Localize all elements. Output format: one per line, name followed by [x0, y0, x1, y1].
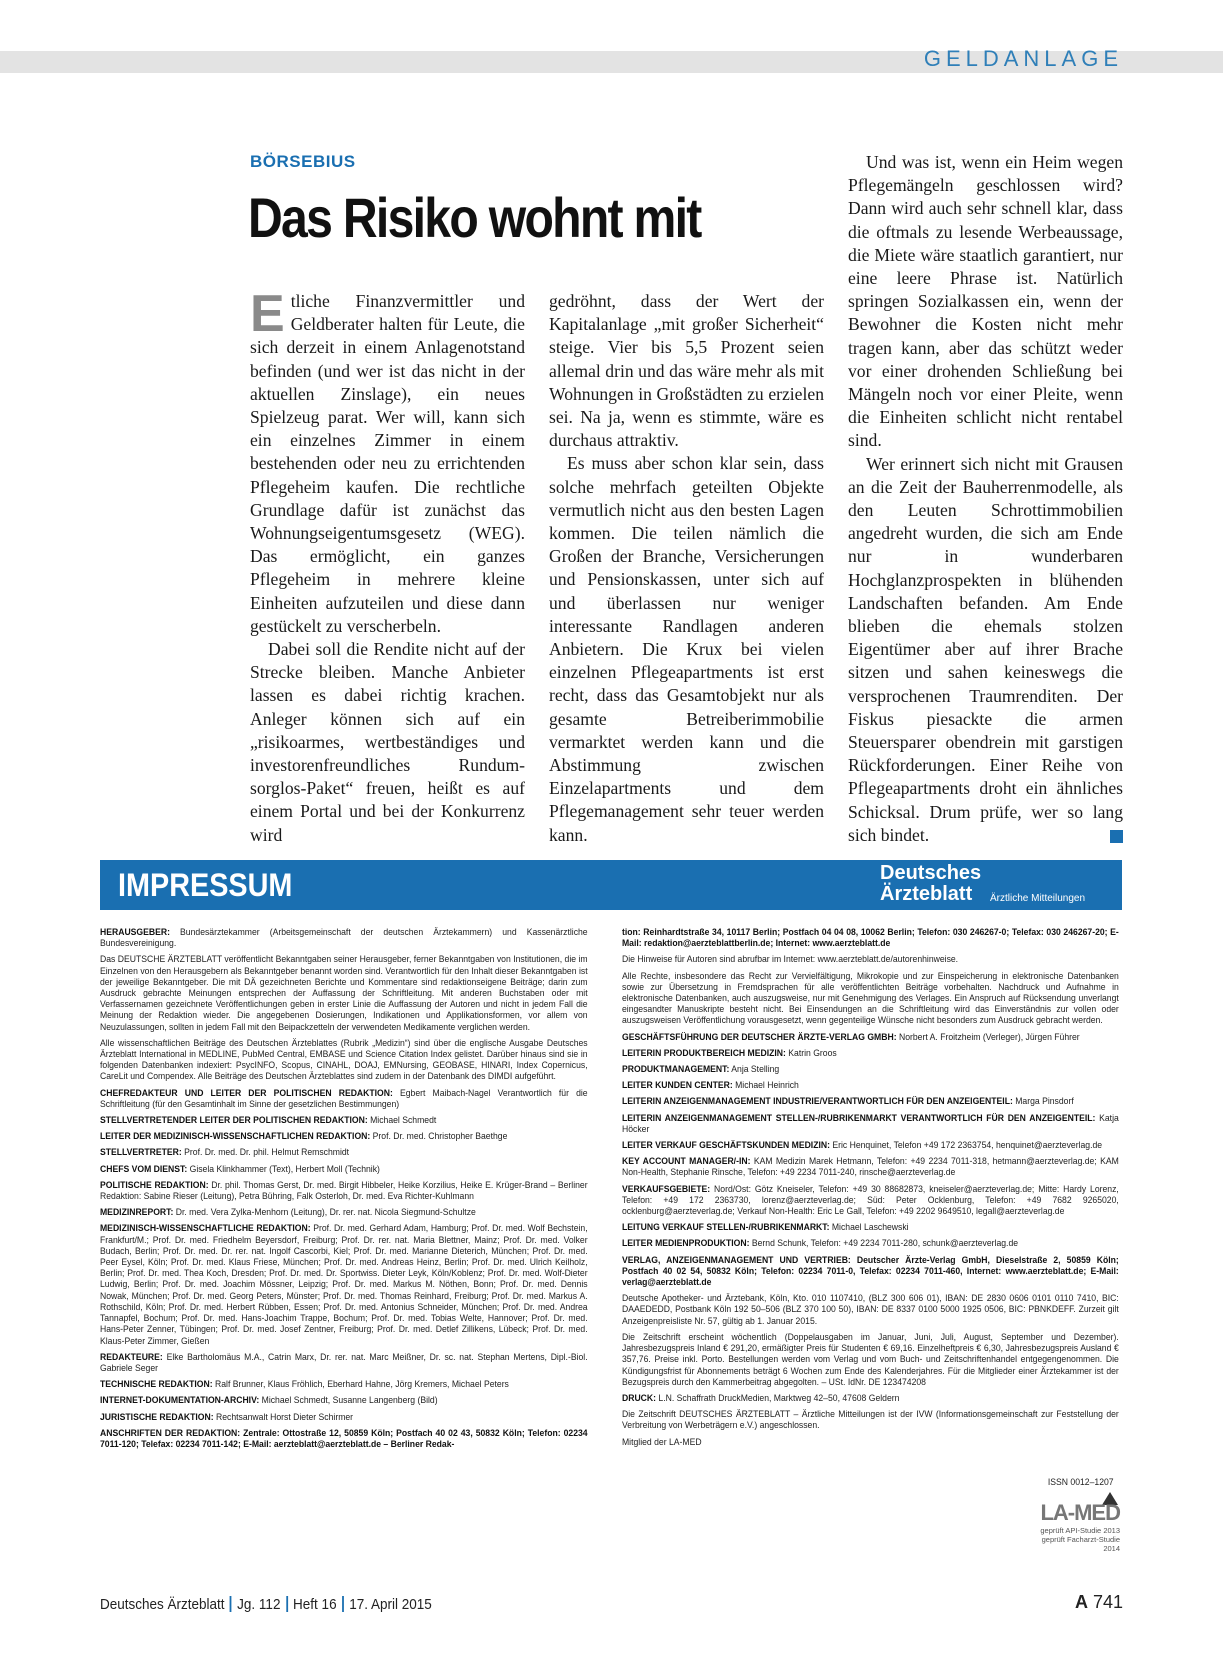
paragraph [848, 453, 1123, 847]
impressum-entry-text: Norbert A. Froitzheim (Verleger), Jürgen Führer [898, 1030, 1080, 1042]
impressum-entry [622, 953, 1119, 964]
article-column-1 [250, 285, 525, 847]
impressum-entry-label: INTERNET-DOKUMENTATION-ARCHIV: [100, 1394, 260, 1406]
lamed-logo [1030, 1500, 1120, 1553]
impressum-entry-text: Michael Schmedt, Susanne Langenberg (Bild) [261, 1394, 438, 1406]
page-prefix: A [1074, 1592, 1088, 1612]
impressum-entry-text: KAM Medizin Marek Hetmann, Telefon: +49 2234 7011-318, hetmann@aerzteverlag.de; KAM Non-Health, Stephanie Rinsche, Telefon: +49 2234 7011-240, rinsche@aerzteverlag.de [622, 1155, 1119, 1178]
impressum-entry-text: Katja Höcker [622, 1111, 1119, 1134]
impressum-entry-text: Rechtsanwalt Horst Dieter Schirmer [215, 1410, 354, 1422]
impressum-entry [622, 1331, 1119, 1387]
impressum-entry-text: Mitglied der LA-MED [622, 1435, 702, 1447]
impressum-entry-label: VERKAUFSGEBIETE: [622, 1182, 711, 1194]
impressum-entry [622, 1292, 1119, 1326]
impressum-entry-text: Die Zeitschrift erscheint wöchentlich (Doppelausgaben im Januar, Juni, Juli, August, September und Dezember). Jahresbezugspreis Inland € 291,20, ermäßigter Preis für Studenten € 69,16. Einzelheftpreis € 6,30, Jahresbezugspreis Ausland € 357,76. Preise inkl. Porto. Bestellungen werden vom Verlag und vom Buch- und Zeitschriftenhandel entgegengenommen. Die Kündigungsfrist für Abonnements beträgt 6 Wochen zum Ende des Kalenderjahres. Für die Mitglieder einer Ärztekammer ist der Bezugspreis durch den Kammerbeitrag abgegolten. – USt. IdNr. DE 123474208 [622, 1330, 1119, 1387]
impressum-entry [100, 1087, 588, 1109]
impressum-entry-text: Die Hinweise für Autoren sind abrufbar im Internet: www.aerzteblatt.de/autorenhinweise. [622, 953, 959, 965]
impressum-entry-text: Egbert Maibach-Nagel Verantwortlich für die Schriftleitung (für den Gesamtinhalt im Sinne der gesetzlichen Bestimmungen) [100, 1086, 588, 1109]
issn: ISSN 0012–1207 [1047, 1476, 1114, 1487]
impressum-entry [622, 1392, 1119, 1403]
impressum-entry-label: STELLVERTRETER: [100, 1146, 182, 1158]
impressum-entry-label: ANSCHRIFTEN DER REDAKTION: Zentrale: Ottostraße 12, 50859 Köln; Postfach 40 02 43, 50832 Köln; Telefon: 02234 7011-120; Telefax: 02234 7011-142; E-Mail: aerzteblatt@aerzteblatt.de – Berliner Redak- [100, 1426, 588, 1449]
impressum-entry [622, 1112, 1119, 1134]
journal-logo [880, 862, 1086, 905]
paragraph-text: Wer erinnert sich nicht mit Grausen an die Zeit der Bauherrenmodelle, als den Leuten Schrottimmobilien angedreht wurden, die sich am Ende nur in wunderbaren Hochglanzprospekten in blühenden Landschaften befanden. Am Ende blieben die ehemals stolzen Eigentümer aber auf ihrer Brache sitzen und sahen keineswegs die versprochenen Traumrenditen. Der Fiskus piesackte die armen Steuersparer obendrein mit garstigen Rückforderungen. Einer Reihe von Pflegeapartments droht ein ähnliches Schicksal. Drum prüfe, wer so lang sich bindet. [848, 453, 1123, 845]
article-column-3 [848, 151, 1123, 847]
drop-cap: E [250, 285, 285, 343]
impressum-entry [100, 1427, 588, 1449]
logo-line-2: Ärzteblatt [880, 883, 973, 905]
impressum-entry-label: LEITER DER MEDIZINISCH-WISSENSCHAFTLICHEN REDAKTION: [100, 1130, 371, 1142]
impressum-entry-text: Bernd Schunk, Telefon: +49 2234 7011-280, schunk@aerzteverlag.de [751, 1237, 1019, 1249]
impressum-entry-label: LEITERIN ANZEIGENMANAGEMENT INDUSTRIE/VERANTWORTLICH FÜR DEN ANZEIGENTEIL: [622, 1095, 1013, 1107]
impressum-entry [622, 1139, 1119, 1150]
impressum-entry-label: LEITER VERKAUF GESCHÄFTSKUNDEN MEDIZIN: [622, 1139, 830, 1151]
impressum-entry-label: LEITER MEDIENPRODUKTION: [622, 1237, 750, 1249]
impressum-entry-label: LEITUNG VERKAUF STELLEN-/RUBRIKENMARKT: [622, 1221, 830, 1233]
impressum-entry-label: GESCHÄFTSFÜHRUNG DER DEUTSCHER ÄRZTE-VERLAG GMBH: [622, 1030, 897, 1042]
article-column-2 [549, 290, 824, 847]
logo-line-1: Deutsches [880, 862, 982, 884]
impressum-entry [100, 1037, 588, 1082]
impressum-entry-label: LEITER KUNDEN CENTER: [622, 1079, 733, 1091]
impressum-entry [100, 1114, 588, 1125]
impressum-entry-text: Das DEUTSCHE ÄRZTEBLATT veröffentlicht Bekanntgaben seiner Herausgeber, ferner Bekanntgaben von Institutionen, die im Einzelnen von den Herausgebern als Bekanntgeber benannt worden sind. Verantwortlich für den Inhalt dieser Bekanntgaben ist der jeweilige Bekanntgeber. Die mit DÄ gezeichneten Berichte und Kommentare sind redaktionseigene Beiträge; darin zum Ausdruck gebrachte Meinungen entsprechen der Auffassung der Schriftleitung. Mit anderen Buchstaben oder mit Verfassernamen gezeichnete Veröffentlichungen geben in erster Linie die Auffassung der Autoren und nicht in jedem Fall die Meinung der Redaktion wieder. Die angegebenen Dosierungen, Indikationen und Applikationsformen, vor allem von Neuzulassungen, sollten in jedem Fall mit den Beipackzetteln der verwendeten Medikamente verglichen werden. [100, 953, 588, 1032]
impressum-entry [100, 1411, 588, 1422]
impressum-entry-label: LEITERIN ANZEIGENMANAGEMENT STELLEN-/RUBRIKENMARKT VERANTWORTLICH FÜR DEN ANZEIGENTEIL: [622, 1111, 1096, 1123]
impressum-entry-label: CHEFS VOM DIENST: [100, 1162, 188, 1174]
impressum-entry-text: Prof. Dr. med. Dr. phil. Helmut Remschmidt [184, 1146, 350, 1158]
impressum-entry [100, 1394, 588, 1405]
impressum-entry [622, 1183, 1119, 1217]
impressum-entry-text: Deutsche Apotheker- und Ärztebank, Köln, Kto. 010 1107410, (BLZ 300 606 01), IBAN: DE 2830 0606 0101 0110 7410, BIC: DAAEDEDD, Postbank Köln 192 50–506 (BLZ 370 100 50), IBAN: DE 8337 0100 5000 1925 0506, BIC: PBNKDEFF. Zurzeit gilt Anzeigenpreisliste Nr. 57, gültig ab 1. Januar 2015. [622, 1292, 1119, 1326]
article-end-mark [1110, 830, 1123, 843]
impressum-entry [100, 1222, 588, 1345]
impressum-entry-text: Marga Pinsdorf [1015, 1095, 1074, 1107]
impressum-entry [622, 1095, 1119, 1106]
impressum-entry-label: JURISTISCHE REDAKTION: [100, 1410, 214, 1422]
impressum-entry [622, 1047, 1119, 1058]
paragraph: Dabei soll die Rendite nicht auf der Strecke bleiben. Manche Anbieter lassen es dabei richtig krachen. Anleger können sich auf ein „risikoarmes, wertbeständiges und investorenfreundliches Rundum-sorglos-Paket“ freuen, heißt es auf einem Portal und bei der Konkurrenz wird [250, 639, 525, 845]
impressum-title: IMPRESSUM [118, 867, 293, 903]
impressum-entry-text: Alle Rechte, insbesondere das Recht zur Vervielfältigung, Mikrokopie und zur Einspeicherung in elektronische Datenbanken sowie zur Übersetzung in Fremdsprachen für alle veröffentlichten Beiträge vorbehalten. Nachdruck und Aufnahme in elektronische Datenbanken, auch auszugsweise, nur mit Genehmigung des Verlages. Ein Anspruch auf Rücksendung unverlangt eingesandter Manuskripte besteht nicht. Bei Einsendungen an die Schriftleitung wird das Einverständnis zur vollen oder auszugsweisen Veröffentlichung vorausgesetzt, wenn gegenteilige Wünsche nicht besonders zum Ausdruck gebracht werden. [622, 969, 1119, 1026]
impressum-entry-text: Katrin Groos [788, 1046, 837, 1058]
impressum-entry-label: KEY ACCOUNT MANAGER/-IN: [622, 1155, 751, 1167]
impressum-entry-label: CHEFREDAKTEUR UND LEITER DER POLITISCHEN REDAKTION: [100, 1086, 393, 1098]
impressum-entry [100, 1146, 588, 1157]
impressum-entry [100, 1179, 588, 1201]
page-number-value: 741 [1092, 1592, 1123, 1612]
impressum-entry [622, 1063, 1119, 1074]
impressum-entry [100, 953, 588, 1031]
footer-journal: Deutsches Ärzteblatt [100, 1596, 225, 1613]
impressum-entry-label: REDAKTEURE: [100, 1350, 163, 1362]
impressum-entry-label: PRODUKTMANAGEMENT: [622, 1063, 730, 1075]
impressum-entry [100, 1130, 588, 1141]
impressum-entry-text: Michael Heinrich [735, 1079, 799, 1091]
impressum-entry [622, 926, 1119, 948]
impressum-entry-text: Gisela Klinkhammer (Text), Herbert Moll (Technik) [189, 1162, 380, 1174]
impressum-entry-label: tion: Reinhardtstraße 34, 10117 Berlin; Postfach 04 04 08, 10062 Berlin; Telefon: 030 246267-0; Telefax: 030 246267-20; E-Mail: redaktion@aerzteblattberlin.de; Internet: www.aerzteblatt.de [622, 926, 1119, 949]
impressum-entry-text: Bundesärztekammer (Arbeitsgemeinschaft der deutschen Ärztekammern) und Kassenärztliche Bundesvereinigung. [100, 926, 588, 949]
article-kicker: BÖRSEBIUS [250, 152, 356, 171]
impressum-entry-text: Prof. Dr. med. Christopher Baethge [372, 1130, 508, 1142]
impressum-entry [100, 1351, 588, 1373]
impressum-entry-label: POLITISCHE REDAKTION: [100, 1178, 209, 1190]
page-number [1075, 1592, 1123, 1613]
footer-date: 17. April 2015 [349, 1596, 432, 1613]
footer-separator [342, 1596, 344, 1612]
impressum-entry [622, 1237, 1119, 1248]
impressum-entry-label: LEITERIN PRODUKTBEREICH MEDIZIN: [622, 1046, 786, 1058]
impressum-entry-text: Eric Henquinet, Telefon +49 172 2363754, henquinet@aerzteverlag.de [832, 1139, 1103, 1151]
impressum-entry [622, 1031, 1119, 1042]
section-label: GELDANLAGE [923, 46, 1123, 71]
footer-volume: Jg. 112 [237, 1596, 281, 1613]
paragraph: gedröhnt, dass der Wert der Kapitalanlage „mit großer Sicherheit“ steige. Vier bis 5,5 Prozent seien allemal drin und das wäre mehr als mit Wohnungen in Großstädten zu erzielen sei. Na ja, wenn es stimmte, wäre es durchaus attraktiv. [549, 291, 824, 451]
impressum-right-column [622, 926, 1119, 1452]
impressum-left-column [100, 926, 588, 1454]
impressum-entry [622, 1254, 1119, 1288]
paragraph-text: tliche Finanzvermittler und Geldberater halten für Leute, die sich derzeit in einem Anlagenotstand befinden (und wer ist das nicht in der aktuellen Zinslage), ein neues Spielzeug parat. Wer will, kann sich ein einzelnes Zimmer in einem bestehenden oder neu zu errichtenden Pflegeheim kaufen. Die rechtliche Grundlage dafür ist zunächst das Wohnungseigentumsgesetz (WEG). Das ermöglicht, ein ganzes Pflegeheim in mehrere kleine Einheiten aufzuteilen und diese dann gestückelt zu verscherbeln. [250, 291, 525, 636]
impressum-entry-text: Alle wissenschaftlichen Beiträge des Deutschen Ärzteblattes (Rubrik „Medizin“) sind über die englische Ausgabe Deutsches Ärzteblatt International in MEDLINE, PubMed Central, EMBASE und Science Citation Index gelistet. Darüber hinaus sind sie in folgenden Datenbanken indexiert: PsycINFO, Scopus, CINAHL, DOAJ, EMNursing, GEOBASE, HINARI, Index Copernicus, CareLit und Compendex. Alle Beiträge des Deutschen Ärzteblattes sind zudem in der Datenbank des DIMDI aufgeführt. [100, 1036, 588, 1082]
impressum-entry-text: Dr. phil. Thomas Gerst, Dr. med. Birgit Hibbeler, Heike Korzilius, Heike E. Krüger-Brand – Berliner Redaktion: Sabine Rieser (Leitung), Petra Bühring, Falk Osterloh, Dr. med. Eva Richter-Kuhlmann [100, 1178, 588, 1202]
paragraph [250, 285, 525, 638]
impressum-entry-label: STELLVERTRETENDER LEITER DER POLITISCHEN REDAKTION: [100, 1114, 368, 1126]
page-footer [100, 1596, 432, 1613]
impressum-entry-text: Nord/Ost: Götz Kneiseler, Telefon: +49 30 88682873, kneiseler@aerzteverlag.de; Mitte: Hardy Lorenz, Telefon: +49 172 2363730, lorenz@aerzteverlag.de; Süd: Peter Ocklenburg, Telefon: +49 7682 9265020, ocklenburg@aerzteverlag.de; Verkauf Non-Health: Eric Le Gall, Telefon: +49 2202 9649510, legall@aerzteverlag.de [622, 1182, 1119, 1217]
impressum-entry-text: Prof. Dr. med. Gerhard Adam, Hamburg; Prof. Dr. med. Wolf Bechstein, Frankfurt/M.; Prof. Dr. med. Friedhelm Beyersdorf, Freiburg; Prof. Dr. rer. nat. Maria Blettner, Mainz; Prof. Dr. med. Volker Budach, Berlin; Prof. Dr. med. Dr. rer. nat. Ingolf Cascorbi, Kiel; Prof. Dr. med. Marianne Dieterich, München; Prof. Dr. med. Peer Eysel, Köln; Prof. Dr. med. Klaus Friese, München; Prof. Dr. med. Andreas Heinz, Berlin; Prof. Dr. med. Ulrich Keilholz, Berlin; Prof. Dr. med. Thea Koch, Dresden; Prof. Dr. med. Dr. Sportwiss. Dieter Leyk, Köln/Koblenz; Prof. Dr. med. Wolf-Dieter Ludwig, Berlin; Prof. Dr. med. Joachim Mössner, Leipzig; Prof. Dr. med. Markus M. Nöthen, Bonn; Prof. Dr. med. Dennis Nowak, München; Prof. Dr. med. Georg Peters, Münster; Prof. Dr. med. Thomas Reinhard, Freiburg; Prof. Dr. med. Markus A. Rothschild, Köln; Prof. Dr. med. Herbert Rübben, Essen; Prof. Dr. med. Antonius Schneider, München; Prof. Dr. med. Andrea Tannapfel, Bochum; Prof. Dr. med. Hans-Joachim Trappe, Bochum; Prof. Dr. med. Tobias Welte, Hannover; Prof. Dr. med. Hans-Peter Zenner, Tübingen; Prof. Dr. med. Josef Zentner, Freiburg; Prof. Dr. med. Detlef Zillikens, Lübeck; Prof. Dr. med. Klaus-Peter Zimmer, Gießen [100, 1222, 588, 1346]
impressum-entry [622, 1221, 1119, 1232]
paragraph: Und was ist, wenn ein Heim wegen Pflegemängeln geschlossen wird? Dann wird auch sehr schnell klar, dass die oftmals zu lesende Werbeaussage, die Miete wäre staatlich garantiert, nur eine leere Phrase ist. Natürlich springen Sozialkassen ein, wenn der Bewohner die Kosten nicht mehr tragen kann, aber das schützt weder vor einer drohenden Schließung bei Mängeln noch vor einer Pleite, wenn die Einheiten schlicht nicht rentabel sind. [848, 152, 1123, 451]
impressum-entry [100, 926, 588, 948]
impressum-entry [100, 1206, 588, 1217]
impressum-entry [622, 1155, 1119, 1177]
impressum-entry [622, 1436, 1119, 1447]
impressum-entry-text: Dr. med. Vera Zylka-Menhorn (Leitung), Dr. rer. nat. Nicola Siegmund-Schultze [175, 1206, 476, 1218]
impressum-entry-text: Anja Stelling [731, 1063, 780, 1075]
impressum-entry [622, 1079, 1119, 1090]
paragraph: Es muss aber schon klar sein, dass solche mehrfach geteilten Objekte vermutlich nicht aus den besten Lagen kommen. Die teilen nämlich die Großen der Branche, Versicherungen und Pensionskassen, unter sich auf und überlassen nur weniger interessante Randlagen anderen Anbietern. Die Krux bei vielen einzelnen Pflegeapartments ist erst recht, dass das Gesamtobjekt nur als gesamte Betreiberimmobilie vermarktet werden kann und die Abstimmung zwischen Einzelapartments und dem Pflegemanagement sehr teuer werden kann. [549, 453, 824, 845]
impressum-entry-label: DRUCK: [622, 1391, 657, 1403]
article-headline: Das Risiko wohnt mit [248, 186, 701, 249]
impressum-entry-label: MEDIZINREPORT: [100, 1206, 174, 1218]
impressum-entry-label: VERLAG, ANZEIGENMANAGEMENT UND VERTRIEB: Deutscher Ärzte-Verlag GmbH, Dieselstraße 2, 50859 Köln; Postfach 40 02 54, 50832 Köln; Telefon: 02234 7011-0, Telefax: 02234 7011-460, Internet: www.aerzteblatt.de; E-Mail: verlag@aerzteblatt.de [622, 1253, 1119, 1288]
impressum-entry [622, 1408, 1119, 1430]
impressum-entry-label: TECHNISCHE REDAKTION: [100, 1378, 213, 1390]
impressum-entry-text: Die Zeitschrift DEUTSCHES ÄRZTEBLATT – Ärztliche Mitteilungen ist der IVW (Informationsgemeinschaft zur Feststellung der Verbreitung von Werbeträgern e.V.) angeschlossen. [622, 1408, 1119, 1431]
impressum-entry-text: Elke Bartholomäus M.A., Catrin Marx, Dr. rer. nat. Marc Meißner, Dr. sc. nat. Stephan Mertens, Dipl.-Biol. Gabriele Seger [100, 1350, 588, 1373]
impressum-entry [622, 970, 1119, 1026]
impressum-entry-text: Michael Schmedt [370, 1114, 437, 1126]
impressum-entry-label: HERAUSGEBER: [100, 926, 170, 937]
impressum-entry-text: L.N. Schaffrath DruckMedien, Marktweg 42–50, 47608 Geldern [658, 1391, 900, 1403]
impressum-entry-text: Ralf Brunner, Klaus Fröhlich, Eberhard Hahne, Jörg Kremers, Michael Peters [215, 1378, 509, 1390]
footer-separator [230, 1596, 232, 1612]
lamed-caption-2: geprüft Facharzt-Studie 2014 [1041, 1535, 1120, 1553]
logo-subtitle: Ärztliche Mitteilungen [990, 893, 1086, 904]
impressum-entry-text: Michael Laschewski [831, 1221, 909, 1233]
impressum-entry-label: MEDIZINISCH-WISSENSCHAFTLICHE REDAKTION: [100, 1222, 311, 1234]
lamed-logo-text: LA-MED [1040, 1500, 1120, 1525]
footer-issue: Heft 16 [293, 1596, 337, 1613]
impressum-entry [100, 1378, 588, 1389]
impressum-entry [100, 1163, 588, 1174]
lamed-caption-1: geprüft API-Studie 2013 [1040, 1526, 1120, 1535]
footer-separator [286, 1596, 288, 1612]
